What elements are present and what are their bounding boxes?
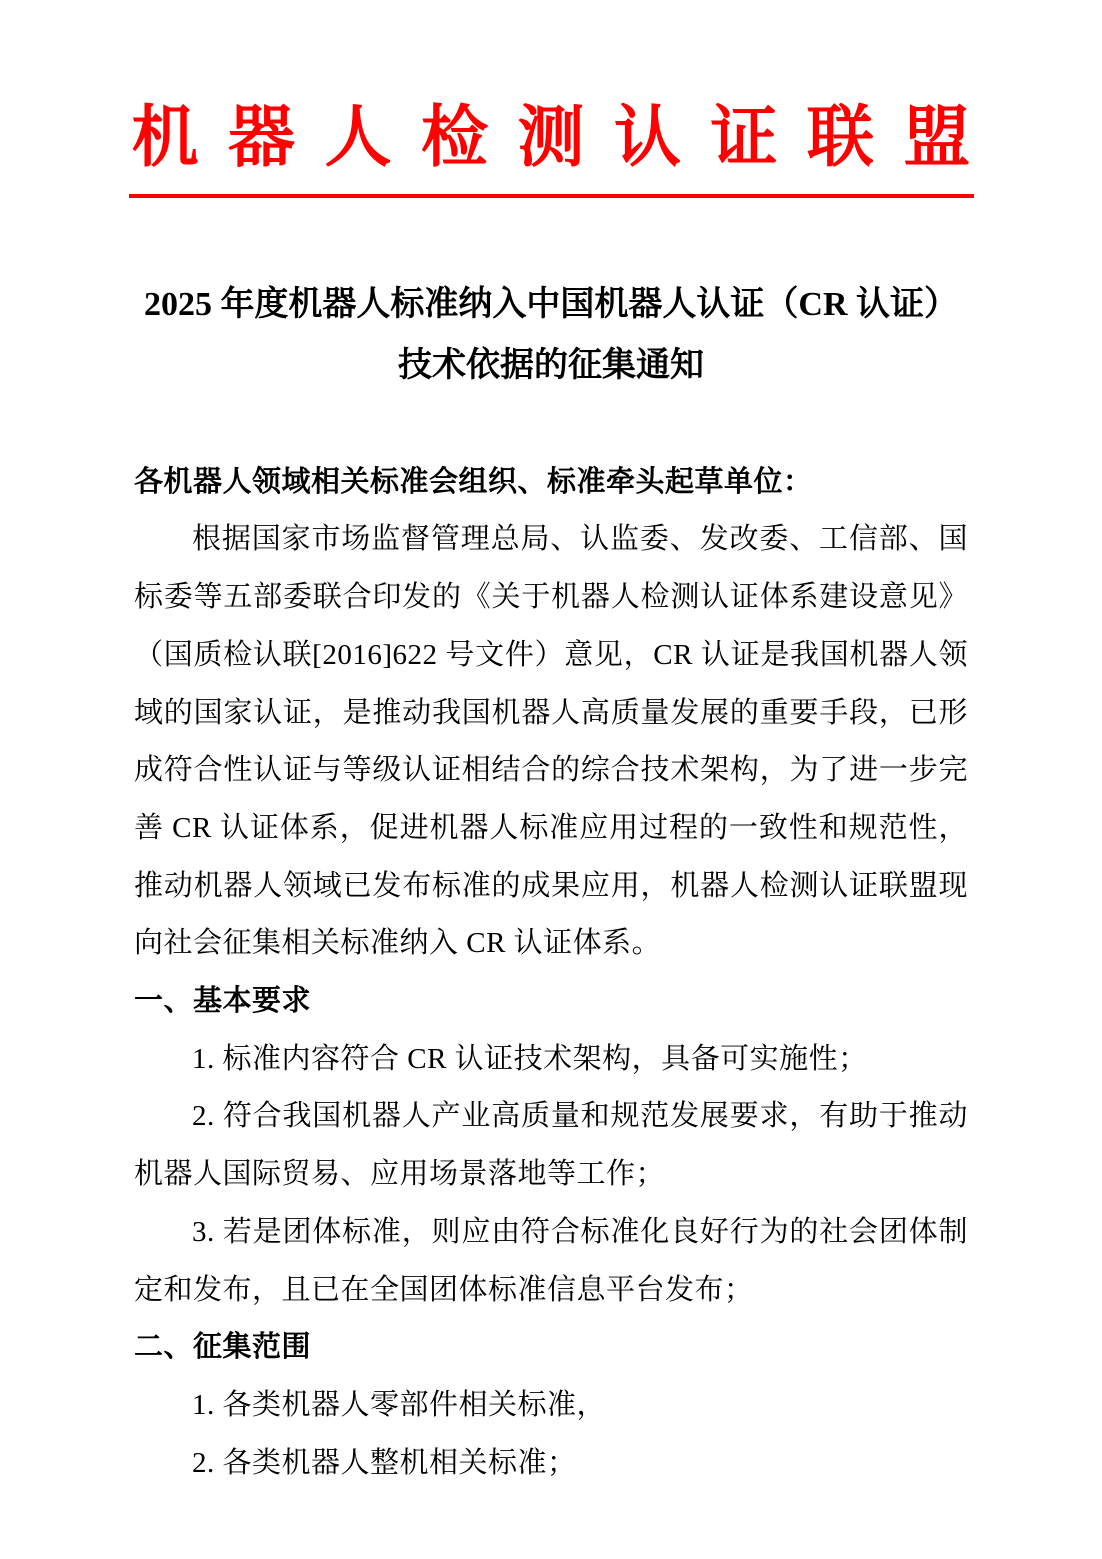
letterhead-divider-rule [129,194,974,198]
letterhead [0,96,1102,180]
section1-heading: 一、基本要求 [134,985,312,1018]
salutation-line: 各机器人领域相关标准会组织、标准牵头起草单位： [134,465,813,498]
section2-item-2: 2. 各类机器人整机相关标准； [192,1446,577,1479]
notice-title [0,274,1102,396]
section1-item-3: 3. 若是团体标准，则应由符合标准化良好行为的社会团体制定和发布，且已在全国团体标准信息平台发布； [134,1215,968,1306]
notice-title-line2: 技术依据的征集通知 [398,346,704,384]
notice-body [0,454,1102,1493]
notice-title-line1: 2025 年度机器人标准纳入中国机器人认证（CR 认证） [143,285,959,323]
section1-item-1: 1. 标准内容符合 CR 认证技术架构，具备可实施性； [192,1042,868,1075]
section2-heading: 二、征集范围 [134,1331,312,1364]
intro-paragraph: 根据国家市场监督管理总局、认监委、发改委、工信部、国标委等五部委联合印发的《关于机器人检测认证体系建设意见》（国质检认联[2016]622 号文件）意见，CR 认证是我国机器人领域的国家认证，是推动我国机器人高质量发展的重要手段，已形成符合性认证与等级认证相结合的综合技术架构，为了进一步完善 CR 认证体系，促进机器人标准应用过程的一致性和规范性，推动机器人领域已发布标准的成果应用，机器人检测认证联盟现向社会征集相关标准纳入 CR 认证体系。 [134,523,968,960]
letterhead-banner-title: 机器人检测认证联盟 [131,100,1000,175]
section1-item-2: 2. 符合我国机器人产业高质量和规范发展要求，有助于推动机器人国际贸易、应用场景落地等工作； [134,1100,968,1191]
section2-item-1: 1. 各类机器人零部件相关标准， [192,1389,607,1421]
